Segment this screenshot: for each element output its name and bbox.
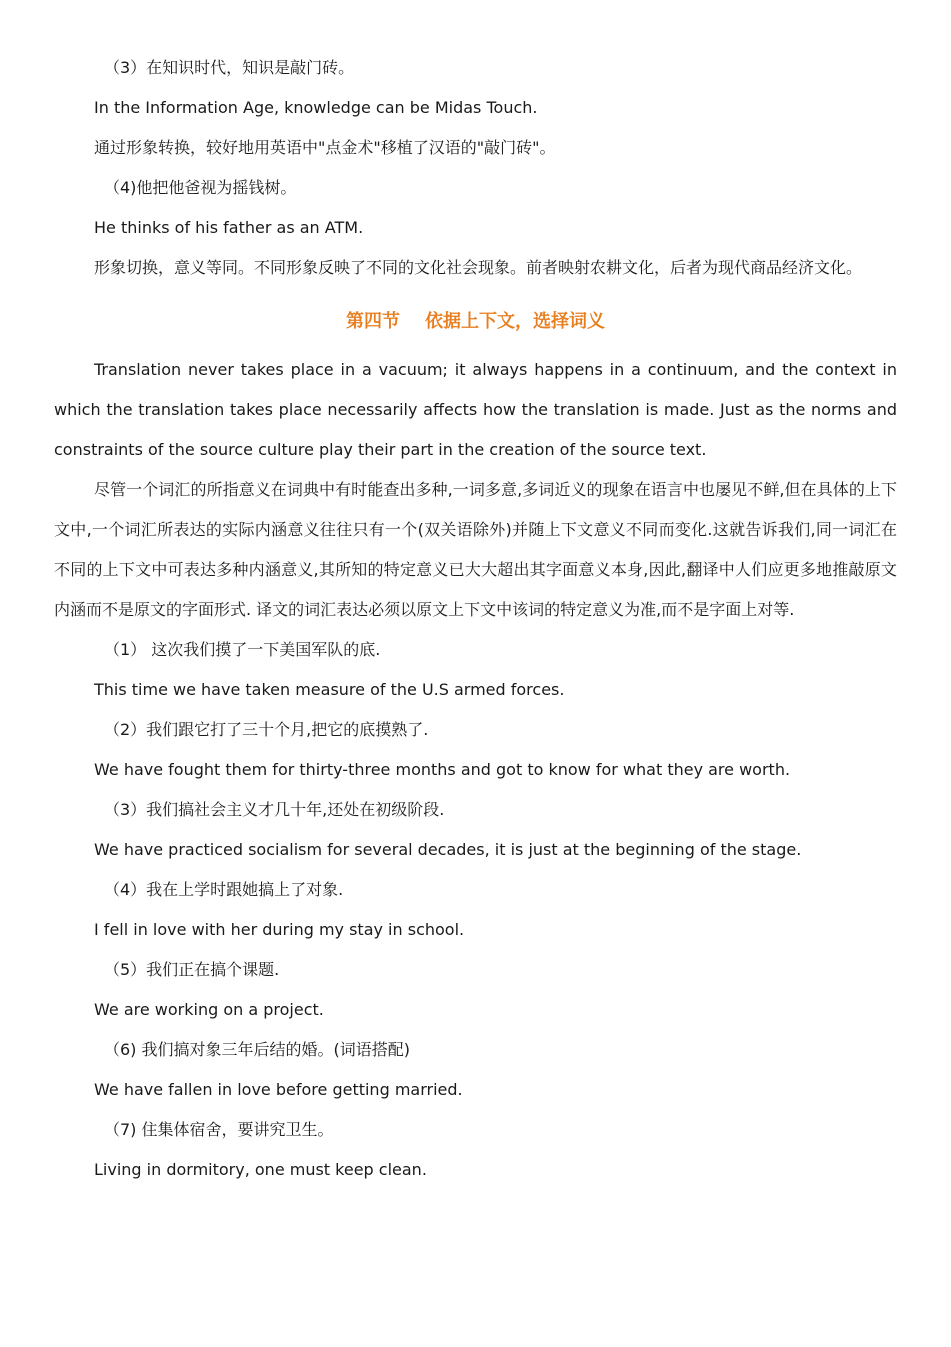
body-paragraph-en: Translation never takes place in a vacuum; it always happens in a continuum, and the context in which the translation takes place necessarily affects how the translation is made. Just as the norms and constraints of the source culture play their part in the creation of the source text. <box>54 360 897 459</box>
example-en: We are working on a project. <box>94 1000 324 1019</box>
section-heading: 第四节 依据上下文，选择词义 <box>345 311 606 332</box>
example-en: I fell in love with her during my stay in school. <box>94 920 465 939</box>
example-zh: （2）我们跟它打了三十个月,把它的底摸熟了. <box>104 720 429 739</box>
example-en: We have fallen in love before getting married. <box>94 1080 463 1099</box>
example-zh: （5）我们正在搞个课题. <box>104 960 280 979</box>
example-zh: （3）在知识时代，知识是敲门砖。 <box>104 58 355 77</box>
example-note: 通过形象转换，较好地用英语中"点金术"移植了汉语的"敲门砖"。 <box>94 138 556 157</box>
example-en: We have fought them for thirty-three months and got to know for what they are worth. <box>94 760 791 779</box>
example-en: In the Information Age, knowledge can be Midas Touch. <box>94 98 538 117</box>
example-zh: （4）我在上学时跟她搞上了对象. <box>104 880 344 899</box>
note-paragraph: 形象切换，意义等同。不同形象反映了不同的文化社会现象。前者映射农耕文化，后者为现代商品经济文化。 <box>94 258 863 277</box>
body-paragraph-zh: 尽管一个词汇的所指意义在词典中有时能查出多种,一词多意,多词近义的现象在语言中也屡见不鲜,但在具体的上下文中,一个词汇所表达的实际内涵意义往往只有一个(双关语除外)并随上下文意义不同而变化.这就告诉我们,同一词汇在不同的上下文中可表达多种内涵意义,其所知的特定意义已大大超出其字面意义本身,因此,翻译中人们应更多地推敲原文内涵而不是原文的字面形式. 译文的词汇表达必须以原文上下文中该词的特定意义为准,而不是字面上对等. <box>54 480 897 619</box>
example-zh: （1） 这次我们摸了一下美国军队的底. <box>104 640 381 659</box>
example-en: Living in dormitory, one must keep clean. <box>94 1160 427 1179</box>
example-zh: （4)他把他爸视为摇钱树。 <box>104 178 297 197</box>
example-zh: （7) 住集体宿舍，要讲究卫生。 <box>104 1120 334 1139</box>
example-en: He thinks of his father as an ATM. <box>94 218 364 237</box>
example-zh: （3）我们搞社会主义才几十年,还处在初级阶段. <box>104 800 445 819</box>
example-zh: （6) 我们搞对象三年后结的婚。(词语搭配) <box>104 1040 410 1059</box>
example-en: This time we have taken measure of the U.S armed forces. <box>94 680 565 699</box>
example-en: We have practiced socialism for several decades, it is just at the beginning of the stage. <box>94 840 802 859</box>
